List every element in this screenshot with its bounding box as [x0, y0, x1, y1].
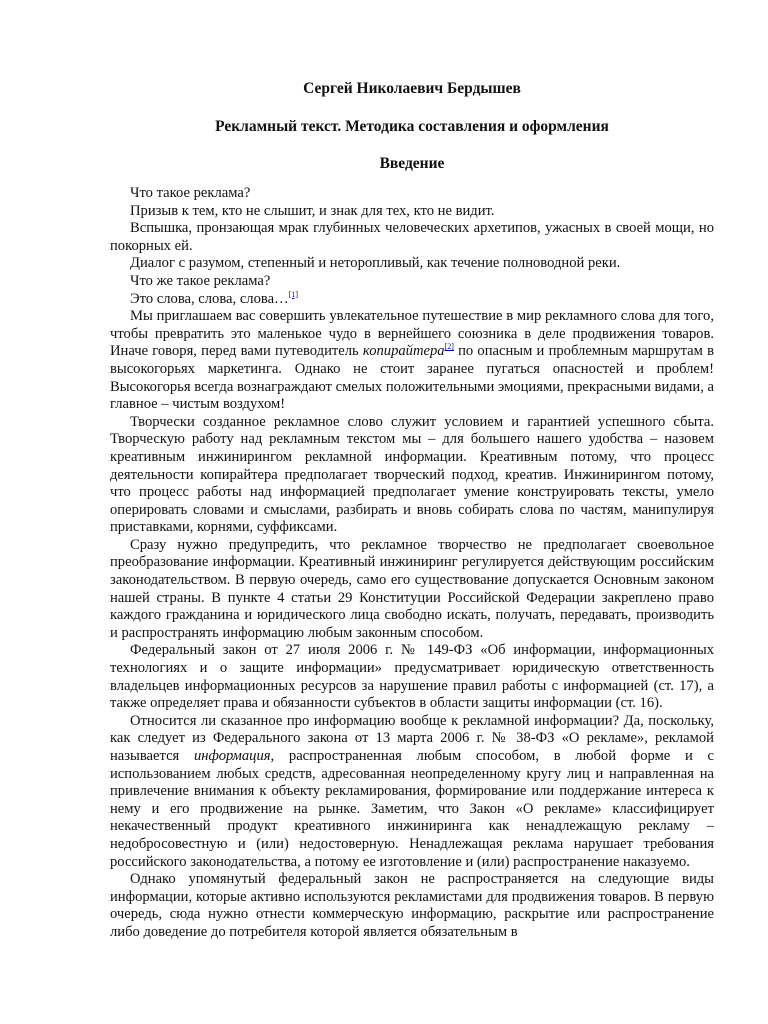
paragraph-7-text-a: Мы приглашаем вас совершить увлекательное путешествие в мир рекламного слова для того, чтобы превратить это маленькое чудо в вернейшего союзника в деле продвижения товаров. Иначе говоря, перед вами путеводитель: [110, 308, 714, 360]
author-name: Сергей Николаевич Бердышев: [303, 80, 521, 97]
paragraph-3: Вспышка, пронзающая мрак глубинных человеческих архетипов, ужасных в своей мощи, но покорных ей.: [110, 220, 714, 254]
paragraph-7-text-b: по опасным и проблемным маршрутам в высокогорьях маркетинга. Однако не стоит заранее пугаться опасностей и проблем! Высокогорья всегда вознаграждают смелых положительными эмоциями, прекрасными видами, а главное – чистым воздухом!: [110, 343, 714, 413]
paragraph-7: [110, 308, 714, 414]
paragraph-6: [110, 291, 714, 309]
paragraph-10: Федеральный закон от 27 июля 2006 г. № 149-ФЗ «Об информации, информационных технологиях и о защите информации» предусматривает юридическую ответственность владельцев информационных ресурсов за нарушение правил работы с информацией (ст. 17), а также определяет права и обязанности субъектов в области защиты информации (ст. 16).: [110, 642, 714, 712]
paragraph-8: Творчески созданное рекламное слово служит условием и гарантией успешного сбыта. Творческую работу над рекламным текстом мы – для большего нашего удобства – назовем креативным инжинирингом рекламной информации. Креативным потому, что процесс деятельности копирайтера предполагает творческий подход, креатив. Инжинирингом потому, что процесс работы над информацией предполагает умение конструировать тексты, умело оперировать словами и смыслами, разбирать и вновь собирать слова по частям, манипулируя приставками, корнями, суффиксами.: [110, 413, 714, 536]
paragraph-1: Что такое реклама?: [130, 185, 251, 201]
paragraph-11-text-a: Относится ли сказанное про информацию вообще к рекламной информации? Да, поскольку, как следует из Федерального закона от 13 марта 2006 г. № 38-ФЗ «О рекламе», рекламой называется: [110, 712, 714, 764]
paragraph-7-emphasis: копирайтера: [362, 343, 445, 360]
paragraph-4: Диалог с разумом, степенный и неторопливый, как течение полноводной реки.: [130, 255, 621, 272]
paragraph-9: Сразу нужно предупредить, что рекламное творчество не предполагает своевольное преобразование информации. Креативный инжиниринг регулируется действующим российским законодательством. В первую очередь, само его существование допускается Основным законом нашей страны. В пункте 4 статьи 29 Конституции Российской Федерации закреплено право каждого гражданина и юридического лица свободно искать, получать, передавать, производить и распространять информацию любым законным способом.: [110, 536, 714, 641]
paragraph-6-text: Это слова, слова, слова…: [130, 290, 289, 307]
footnote-link-2[interactable]: [2]: [444, 342, 454, 352]
paragraph-11-emphasis: информация: [193, 748, 271, 764]
paragraph-11-text-b: , распространенная любым способом, в любой форме и с использованием любых средств, адресованная неопределенному кругу лиц и направленная на привлечение внимания к объекту рекламирования, формирование или поддержание интереса к нему и его продвижение на рынке. Заметим, что Закон «О рекламе» классифицирует некачественный продукт креативного инжиниринга как ненадлежащую рекламу – недобросовестную и (или) недостоверную. Ненадлежащая реклама нарушает требования российского законодательства, а потому ее изготовление и (или) распространение наказуемо.: [110, 748, 714, 870]
paragraph-12: Однако упомянутый федеральный закон не распространяется на следующие виды информации, которые активно используются рекламистами для продвижения товаров. В первую очередь, сюда нужно отнести коммерческую информацию, раскрытие или распространение либо доведение до потребителя которой является обязательным в: [110, 871, 714, 940]
paragraph-11: [110, 713, 714, 871]
book-title: Рекламный текст. Методика составления и оформления: [215, 118, 609, 135]
paragraph-5: Что же такое реклама?: [130, 272, 271, 289]
body-text: [110, 185, 714, 942]
section-heading: Введение: [379, 155, 445, 172]
footnote-link-1[interactable]: [1]: [288, 289, 298, 299]
paragraph-2: Призыв к тем, кто не слышит, и знак для тех, кто не видит.: [130, 202, 495, 219]
